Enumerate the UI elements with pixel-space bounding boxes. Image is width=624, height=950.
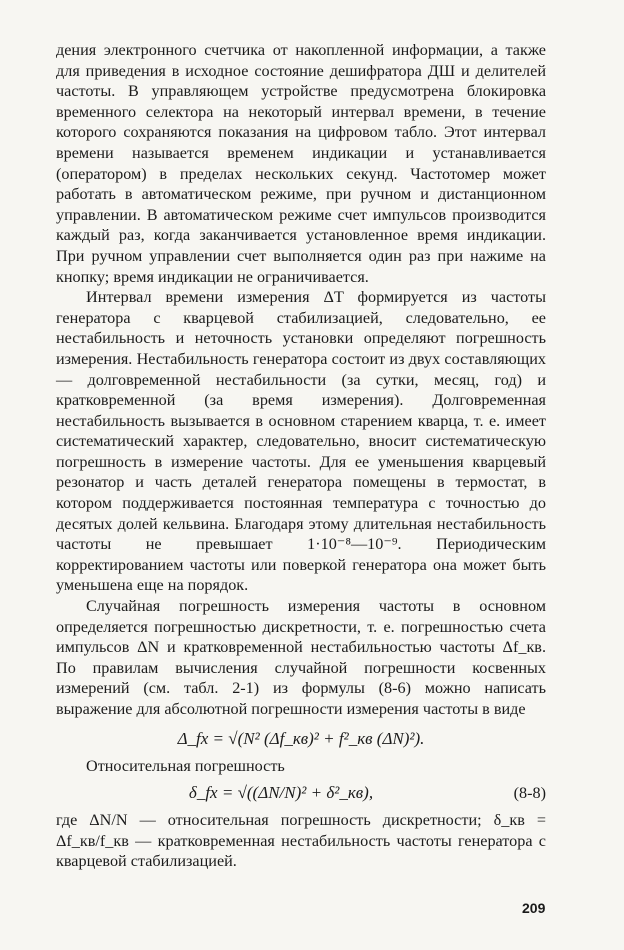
paragraph-3: Случайная погрешность измерения частоты в основном определяется погрешностью дискретности, т. е. погрешностью счета импульсов ΔN и кратковременной нестабильностью частоты Δf_кв. По правилам вычисления случайной погрешности косвенных измерений (см. табл. 2-1) из формулы (8-6) можно написать выражение для абсолютной погрешности измерения частоты в виде [56, 597, 546, 718]
page-number: 209 [522, 900, 546, 916]
formula-relative-error-expr: δ_fx = √((ΔN/N)² + δ²_кв), [188, 783, 374, 803]
page-body [56, 40, 546, 872]
paragraph-2: Интервал времени измерения ΔT формируется из частоты генератора с кварцевой стабилизацией, следовательно, ее нестабильность и неточность установки определяют погрешность измерения. Нестабильность генератора состоит из двух составляющих — долговременной нестабильности (за сутки, месяц, год) и кратковременной (за время измерения). Долговременная нестабильность вызывается в основном старением кварца, т. е. имеет систематический характер, следовательно, вносит систематическую погрешность в измерение частоты. Для ее уменьшения кварцевый резонатор и часть деталей генератора помещены в термостат, в котором поддерживается постоянная температура с точностью до десятых долей кельвина. Благодаря этому длительная нестабильность частоты не превышает 1·10⁻⁸—10⁻⁹. Периодическим корректированием частоты или поверкой генератора она может быть уменьшена еще на порядок. [56, 288, 546, 595]
formula-absolute-error: Δ_fx = √(N² (Δf_кв)² + f²_кв (ΔN)²). [177, 728, 425, 748]
formula-relative-error [56, 778, 546, 808]
paragraph-4: Относительная погрешность [86, 756, 285, 775]
paragraph-5: где ΔN/N — относительная погрешность дискретности; δ_кв = Δf_кв/f_кв — кратковременная нестабильность частоты генератора с кварцевой стабилизацией. [56, 811, 546, 871]
formula-number: (8-8) [513, 784, 546, 803]
paragraph-1: дения электронного счетчика от накопленной информации, а также для приведения в исходное состояние дешифратора ДШ и делителей частоты. В управляющем устройстве предусмотрена блокировка временного селектора на некоторый интервал времени, в течение которого сохраняются показания на цифровом табло. Этот интервал времени называется временем индикации и устанавливается (оператором) в пределах нескольких секунд. Частотомер может работать в автоматическом режиме, при ручном и дистанционном управлении. В автоматическом режиме счет импульсов производится каждый раз, когда заканчивается установленное время индикации. При ручном управлении счет выполняется один раз при нажиме на кнопку; время индикации не ограничивается. [56, 41, 546, 286]
